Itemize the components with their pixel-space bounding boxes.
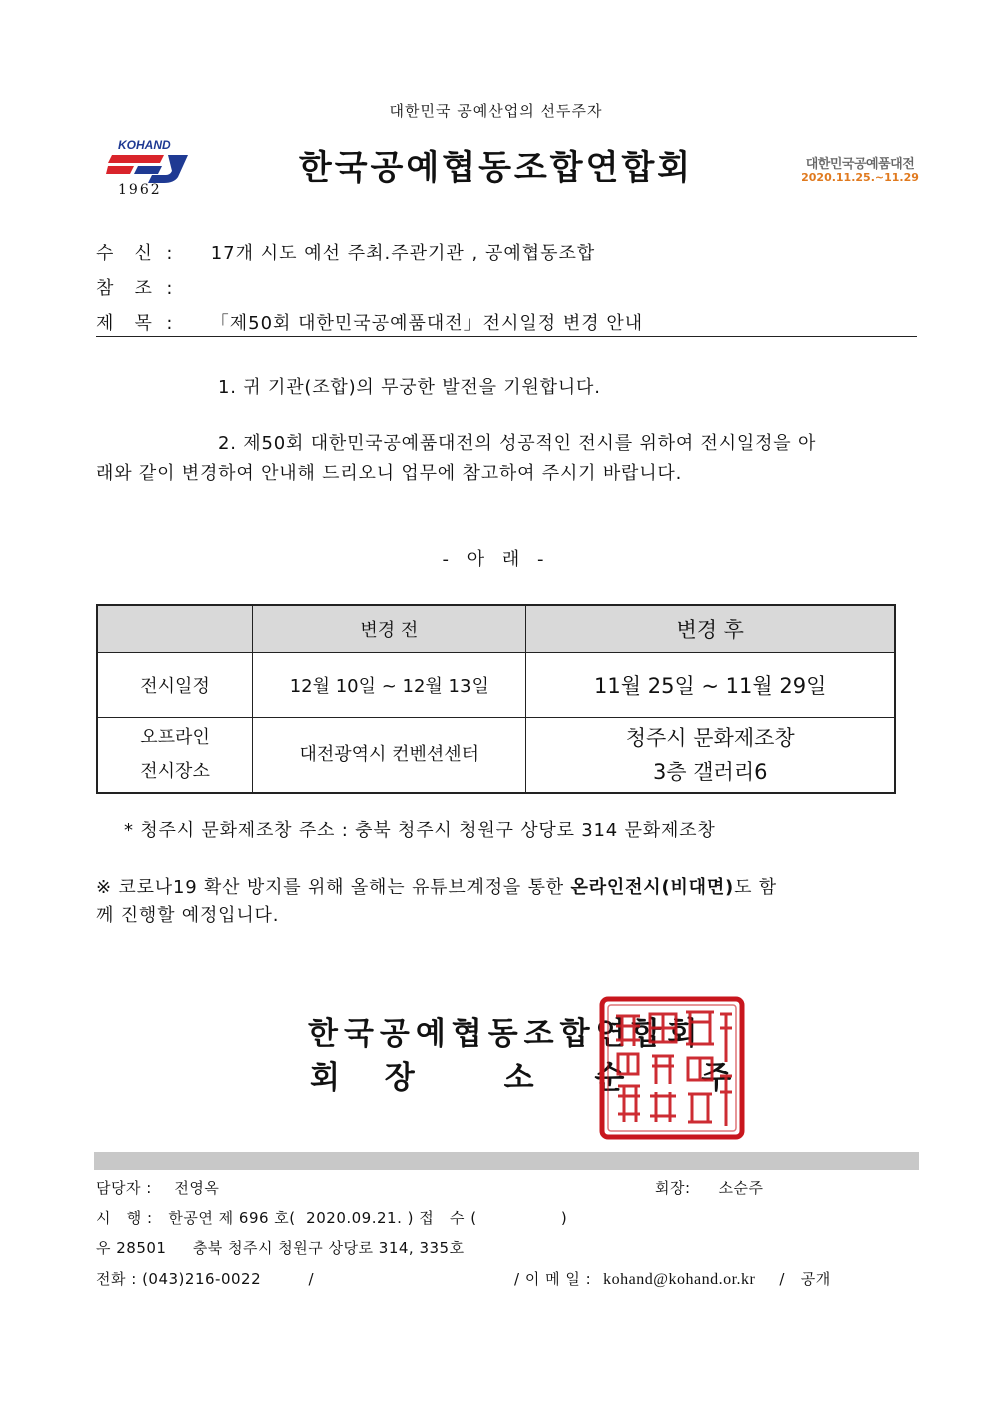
- signature-char: 소: [503, 1060, 534, 1096]
- address-row: 우 28501 충북 청주시 청원구 상당로 314, 335호: [96, 1239, 465, 1257]
- email-row: [514, 1268, 831, 1289]
- schedule-after: 11월 25일 ~ 11월 29일: [526, 653, 895, 718]
- email-link[interactable]: kohand@kohand.or.kr: [603, 1271, 756, 1288]
- venue-before: 대전광역시 컨벤션센터: [253, 718, 526, 794]
- reference-row: [96, 274, 193, 300]
- subject-value: 「제50회 대한민국공예품대전」전시일정 변경 안내: [210, 313, 644, 334]
- subject-row: [96, 309, 643, 335]
- org-title: 한국공예협동조합연합회: [298, 148, 694, 188]
- header-divider: [96, 336, 917, 337]
- manager-row: [96, 1177, 219, 1198]
- signature-char: 순: [594, 1060, 625, 1096]
- signature-char: 장: [384, 1060, 415, 1096]
- tagline: 대한민국 공예산업의 선두주자: [389, 102, 603, 120]
- paragraph-1: 1. 귀 기관(조합)의 무궁한 발전을 기원합니다.: [218, 377, 601, 398]
- logo-year: 1962: [118, 182, 162, 198]
- table-header-row: [97, 605, 895, 653]
- footer-divider-bar: [94, 1152, 919, 1170]
- logo-text: KOHAND: [118, 138, 171, 152]
- manager-name: 전영옥: [174, 1179, 220, 1197]
- schedule-before: 12월 10일 ~ 12월 13일: [253, 653, 526, 718]
- table-header-after: 변경 후: [526, 605, 895, 653]
- recipient-label: 수 신 :: [96, 243, 174, 264]
- manager-label: 담당자 :: [96, 1179, 152, 1197]
- table-header-blank: [97, 605, 253, 653]
- reference-label: 참 조 :: [96, 278, 174, 299]
- row-label-schedule: 전시일정: [97, 653, 253, 718]
- row-label-venue-line-1: 오프라인: [140, 727, 210, 748]
- row-label-venue-line-2: 전시장소: [140, 761, 210, 782]
- address-note: * 청주시 문화제조창 주소 : 충북 청주시 청원구 상당로 314 문화제조창: [124, 820, 716, 841]
- president-label: 회장:: [655, 1179, 691, 1197]
- venue-after-line-1: 청주시 문화제조창: [625, 726, 795, 750]
- expo-name: 대한민국공예품대전: [805, 157, 915, 172]
- table-row: [97, 653, 895, 718]
- below-heading: - 아 래 -: [442, 549, 550, 570]
- venue-after: [526, 718, 895, 794]
- official-seal: [598, 996, 746, 1140]
- recipient-row: [96, 239, 595, 265]
- table-row: [97, 718, 895, 794]
- disclosure-label: / 공개: [779, 1270, 831, 1288]
- venue-after-line-2: 3층 갤러리6: [652, 760, 768, 784]
- covid-note-prefix: ※ 코로나19 확산 방지를 위해 올해는 유튜브계정을 통한: [96, 877, 571, 898]
- covid-note-line-1: [96, 873, 916, 903]
- expo-dates: 2020.11.25.~11.29: [801, 171, 919, 184]
- recipient-value: 17개 시도 예선 주최.주관기관 , 공예협동조합: [210, 243, 596, 264]
- subject-label: 제 목 :: [96, 313, 174, 334]
- covid-note-suffix: 도 함: [734, 877, 777, 898]
- table-header-before: 변경 전: [253, 605, 526, 653]
- issue-row: 시 행 : 한공연 제 696 호( 2020.09.21. ) 접 수 ( ): [96, 1209, 568, 1227]
- covid-note-line-2: 께 진행할 예정입니다.: [96, 905, 280, 926]
- email-label: / 이 메 일 :: [514, 1270, 592, 1288]
- schedule-table: [96, 604, 896, 794]
- signature-char: 주: [701, 1060, 732, 1096]
- signature-org: 한국공예협동조합연합회: [308, 1016, 704, 1052]
- signature-char: 회: [310, 1060, 340, 1096]
- paragraph-2-line-2: 래와 같이 변경하여 안내해 드리오니 업무에 참고하여 주시기 바랍니다.: [96, 463, 683, 484]
- phone-row: 전화 : (043)216-0022 /: [96, 1270, 315, 1288]
- paragraph-2-line-1: 2. 제50회 대한민국공예품대전의 성공적인 전시를 위하여 전시일정을 아: [218, 433, 817, 454]
- president-row: [655, 1177, 764, 1198]
- row-label-venue: [97, 718, 253, 794]
- covid-note-bold: 온라인전시(비대면): [570, 877, 735, 898]
- president-name: 소순주: [718, 1179, 764, 1197]
